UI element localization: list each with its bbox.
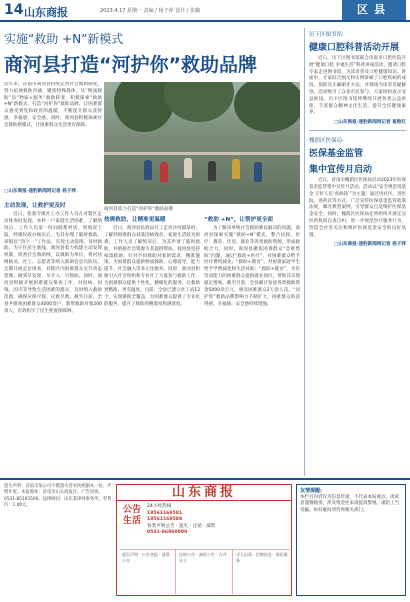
classified-ad	[116, 484, 292, 596]
reminder-box	[296, 484, 406, 596]
article-byline: □山东商报·速豹新闻网记者 杨子萍	[4, 189, 76, 194]
sidebar-title-1: 健康口腔科普活动开展	[309, 43, 400, 53]
section-heading-1: 主动发现，让救护更及时	[4, 203, 66, 209]
ad-line-1: 24小时热线	[147, 504, 172, 509]
body-column-3	[204, 214, 300, 474]
sidebar-text-1: 近日，历下区图书馆联合济南市口腔医院开展“健康口腔 幸福生活”科普讲座活动，邀请口腔专家走进图书馆，为读者普及口腔健康知识。讲座中，专家结合图文和实例讲解了口腔疾病的成因、预防及正确刷牙方法，并现场为读者答疑解惑。活动吸引了众多市民参与，大家纷纷表示受益匪浅。历下区图书馆将继续开展各类公益讲座，丰富群众精神文化生活，提升全民健康素养。	[309, 56, 406, 116]
ad-phone-3: 0531-86960000	[147, 530, 188, 536]
sidebar-byline-2: □山东商报·速豹新闻网记者 杨子萍	[334, 242, 406, 248]
section-tag: 区县	[342, 0, 406, 20]
reminder-title: 友情提醒:	[300, 488, 322, 494]
ad-contact	[147, 504, 289, 537]
sidebar-kicker-2: 槐荫区医保局:	[309, 138, 344, 145]
ad-cell-2: 注销公告 · 减资公告 · 合并分立	[177, 550, 233, 594]
lead-paragraph: 近年来，济南市商河县持续完善社会救助制度，努力拓展救助内涵，聚焦特殊群体，从“物质救助”向“物质+服务”救助转变，积极探索“救助+N”新模式，打造“河护你”救助品牌，让困难群众感受到党和政府的温暖，不断提升群众获得感、幸福感、安全感。同时，商河县积极探索社会救助新模式，让困难群众生活更有保障。	[4, 82, 102, 128]
sidebar-title-2: 医保基金监管	[309, 149, 364, 160]
sidebar-title-2b: 集中宣传月启动	[309, 165, 373, 176]
section-text-2: 近日，商河县民政局社工走访沙河镇某村，了解到困难群众刘某因病致贫，家庭生活较为困难，工作人员了解情况后，为其申请了临时救助，并链接社会资源为其提供帮扶。商河县坚持按需救助，针对不同救助对象的需求，精准施策，为困难群众提供物质救助、心理疏导、能力提升、社会融入等多元化服务。同时，商河县积极引入社会组织和专业社工力量参与救助工作，为困难群众提供个性化、精细化的服务，让救助更精准、更有温度。目前，全县已建立社工站12个，实现镇街全覆盖，为困难群众提供了专业化的服务，提升了救助的精准度和满意度。	[104, 225, 200, 307]
paper-name: 山东商报	[24, 6, 68, 19]
ad-grid	[120, 549, 290, 594]
bottom-strip	[0, 478, 410, 602]
ad-phone-2: 18561168588	[147, 517, 183, 523]
section-heading-2: 按需救助，让精准更温暖	[104, 217, 166, 223]
body-column-1	[4, 200, 102, 474]
sidebar	[304, 28, 406, 476]
sidebar-divider	[309, 130, 406, 131]
headline-area	[4, 30, 300, 77]
section-text-3: 为了解决单纯社会救助难以解决的问题，商河县探索实施“救助+N”模式，整合民政、医疗、教育、住房、就业等各类救助资源，形成救助合力。同时，商河县聚焦困难群众“急难愁盼”问题，通过“救助+医疗”，对困难群众给予医疗费用减免；“救助+教育”，对困难家庭学生给予学费减免和生活补助；“救助+就业”，为有劳动能力的困难群众提供就业岗位，帮助其实现稳定增收。截至目前，全县累计发放各类救助资金5000余万元，惠及困难群众2万余人次，“河护你”救助品牌影响力不断扩大，困难群众的获得感、幸福感、安全感持续增强。	[204, 225, 300, 307]
section-text-1: 近日，张秦令镇社工办工作人员在对辖区走访排查时发现，本村一户家庭生活困难，了解情况后，工作人员第一时间联系村居，将情况上报，经镇民政办核实后，为其办理了临时救助。该镇以“四个一”工作法，实现主动发现、及时救助。为守住民生底线，商河县着力构建主动发现机制，织密社会救助网，以镇街为单位，将村居网格员、社工、志愿者等纳入救助信息员队伍，定期开展走访排查，对辖区内困难群众实行动态管理，做到早发现、早介入、早救助。同时，商河县积极开展困难群众排查工作，对因病、因残、因灾等导致生活困难的群众，及时纳入救助范围，确保应保尽保、应救尽救。截至目前，全县共排查困难群众4000余户，新增救助对象200余人，有效织牢了民生兜底保障网。	[4, 211, 102, 314]
section-heading-3: “救助 +N”，让帮护更全面	[204, 217, 274, 223]
headline-kicker: 实施“救助 +N”新模式	[4, 32, 124, 46]
ad-category: 公告 生活	[122, 505, 141, 526]
ad-phone-1: 18561168581	[147, 510, 183, 516]
article-photo	[104, 82, 300, 204]
sidebar-kicker-1: 历下区图书馆:	[309, 32, 344, 38]
headline: 商河县打造“河护你”救助品牌	[4, 54, 257, 76]
body-column-2	[104, 214, 200, 474]
sidebar-byline-1: □山东商报·速豹新闻网记者 崔艳红	[334, 120, 406, 126]
sidebar-text-2: 近日，济南市槐荫区医保局启动2023年医保基金监管集中宣传月活动。活动以“安全规范用基金 守好人民‘看病钱’”为主题，通过进社区、进医院、进药店等方式，广泛宣传医保基金监管政策法规，曝光典型案例，引导群众自觉维护医保基金安全。同时，槐荫区医保局还将组织开展定点医药机构自查自纠，进一步规范医疗服务行为，营造全社会关注和维护医保基金安全的良好氛围。	[309, 178, 406, 238]
issue-meta: 2023.4.17 星期一 责编 / 杨子萍 设计 / 张璐	[100, 8, 200, 14]
notice-column: 遗失声明：济南市某公司不慎遗失营业执照副本一份，声明作废。本报地址：济南市山东商报社。广告热线：0531-85193506。法律顾问：山东某律师事务所。零售价：1.00元。	[4, 484, 112, 509]
page-header	[0, 0, 410, 22]
photo-caption: 商河县第力打造“河护你”救助品牌	[104, 207, 174, 212]
reminder-text: 本栏目内容仅为信息传递，不代表本报观点。请读者谨慎甄别，涉及资金往来请提高警惕，谨防上当受骗。如有疑问请咨询相关部门。	[300, 494, 399, 513]
ad-title: 山东商报	[117, 485, 291, 501]
ad-cell-3: 寻人启事 · 招聘信息 · 便民服务	[236, 552, 288, 563]
page-number: 14	[4, 2, 24, 18]
ad-line-2: 各类声明公告 · 遗失 · 注销 · 减资	[147, 523, 216, 529]
ad-cell-1: 遗失声明 · 公告登报 · 清算公告	[120, 550, 176, 594]
